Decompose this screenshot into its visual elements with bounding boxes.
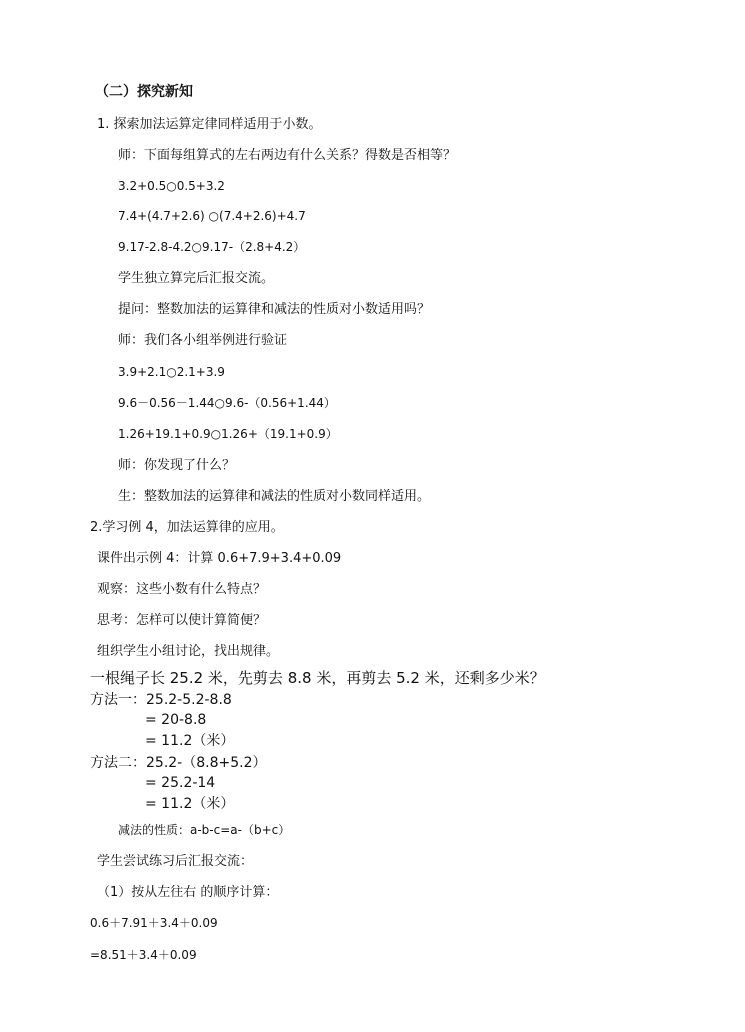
exercise-line: 9.6－0.56－1.44○9.6-（0.56+1.44）	[118, 396, 336, 410]
method-line: 方法一：25.2-5.2-8.8	[90, 692, 232, 708]
exercise-line: 3.2+0.5○0.5+3.2	[118, 179, 225, 193]
section-title: （二）探究新知	[95, 84, 193, 100]
think-line: 思考：怎样可以使计算简便？	[97, 613, 267, 628]
subtraction-property: 减法的性质：a-b-c=a-（b+c）	[118, 823, 291, 837]
part1-heading: 1. 探索加法运算定律同样适用于小数。	[97, 117, 322, 132]
teacher-question: 师：下面每组算式的左右两边有什么关系？得数是否相等？	[118, 148, 457, 163]
method-line: 方法二：25.2-（8.8+5.2）	[90, 755, 267, 771]
question-line: 提问：整数加法的运算律和减法的性质对小数适用吗？	[118, 302, 431, 317]
exercise-line: 9.17-2.8-4.2○9.17-（2.8+4.2）	[118, 240, 306, 254]
observe-line: 观察：这些小数有什么特点？	[97, 582, 267, 597]
part2-heading: 2.学习例 4，加法运算律的应用。	[90, 520, 284, 535]
calc-line: =8.51＋3.4＋0.09	[90, 948, 197, 962]
method-line: = 20-8.8	[145, 712, 207, 728]
organize-line: 组织学生小组讨论，找出规律。	[97, 644, 280, 659]
method-line: = 11.2（米）	[145, 733, 235, 749]
method-line: = 11.2（米）	[145, 796, 235, 812]
rope-problem: 一根绳子长 25.2 米，先剪去 8.8 米，再剪去 5.2 米，还剩多少米？	[90, 669, 545, 687]
exercise-line: 3.9+2.1○2.1+3.9	[118, 365, 225, 379]
step1-label: （1）按从左往右 的顺序计算：	[97, 885, 279, 900]
calc-line: 0.6＋7.91＋3.4＋0.09	[90, 916, 218, 930]
exercise-line: 7.4+(4.7+2.6) ○(7.4+2.6)+4.7	[118, 209, 306, 223]
courseware-line: 课件出示例 4：计算 0.6+7.9+3.4+0.09	[97, 551, 342, 566]
teacher-found: 师：你发现了什么？	[118, 458, 236, 473]
teacher-verify: 师：我们各小组举例进行验证	[118, 333, 288, 348]
student-answer: 生：整数加法的运算律和减法的性质对小数同样适用。	[118, 489, 431, 504]
exercise-line: 1.26+19.1+0.9○1.26+（19.1+0.9）	[118, 427, 338, 441]
student-report: 学生独立算完后汇报交流。	[118, 271, 275, 286]
student-try: 学生尝试练习后汇报交流：	[97, 854, 254, 869]
method-line: = 25.2-14	[145, 775, 216, 791]
